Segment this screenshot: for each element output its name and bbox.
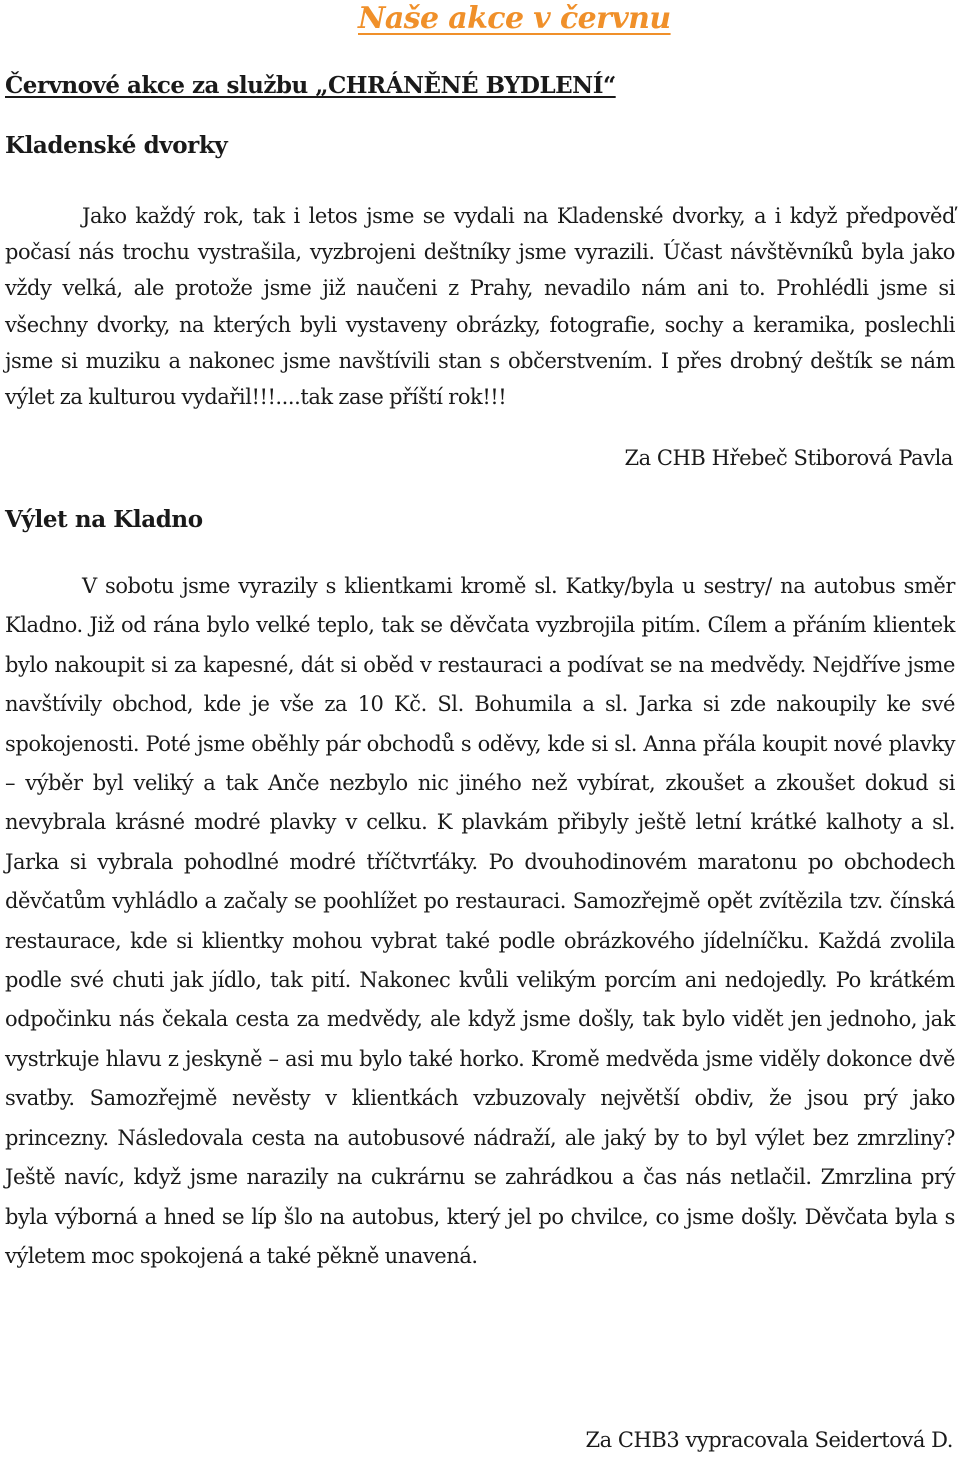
section-heading-kladenske-dvorky: Kladenské dvorky	[5, 132, 228, 159]
article-vylet-na-kladno: V sobotu jsme vyrazily s klientkami kromě sl. Katky/byla u sestry/ na autobus směr Kladno. Již od rána bylo velké teplo, tak se děvčata vyzbrojila pitím. Cílem a přáním klientek bylo nakoupit si za kapesné, dát si oběd v restauraci a podívat se na medvědy. Nejdříve jsme navštívily obchod, kde je vše za 10 Kč. Sl. Bohumila a sl. Jarka si zde nakoupily ke své spokojenosti. Poté jsme oběhly pár obchodů s oděvy, kde si sl. Anna přála koupit nové plavky – výběr byl veliký a tak Anče nezbylo nic jiného než vybírat, zkoušet a zkoušet dokud si nevybrala krásné modré plavky v celku. K plavkám přibyly ještě letní krátké kalhoty a sl. Jarka si vybrala pohodlné modré tříčtvrťáky. Po dvouhodinovém maratonu po obchodech děvčatům vyhládlo a začaly se poohlížet po restauraci. Samozřejmě opět zvítězila tzv. čínská restaurace, kde si klientky mohou vybrat také podle obrázkového jídelníčku. Každá zvolila podle své chuti jak jídlo, tak pití. Nakonec kvůli velikým porcím ani nedojedly. Po krátkém odpočinku nás čekala cesta za medvědy, ale když jsme došly, tak bylo vidět jen jednoho, jak vystrkuje hlavu z jeskyně – asi mu bylo také horko. Kromě medvěda jsme viděly dokonce dvě svatby. Samozřejmě nevěsty v klientkách vzbuzovaly největší obdiv, že jsou prý jako princezny. Následovala cesta na autobusové nádraží, ale jaký by to byl výlet bez zmrzliny? Ještě navíc, když jsme narazily na cukrárnu se zahrádkou a čas nás netlačil. Zmrzlina prý byla výborná a hned se líp šlo na autobus, který jel po chvilce, co jsme došly. Děvčata byla s výletem moc spokojená a také pěkně unavená.	[5, 574, 955, 1268]
document-subtitle: Červnové akce za službu „CHRÁNĚNÉ BYDLENÍ“	[5, 72, 616, 99]
page-title: Naše akce v červnu	[358, 1, 671, 36]
signature-kladenske-dvorky: Za CHB Hřebeč Stiborová Pavla	[624, 446, 953, 470]
signature-vylet-na-kladno: Za CHB3 vypracovala Seidertová D.	[585, 1428, 953, 1452]
article-kladenske-dvorky: Jako každý rok, tak i letos jsme se vydali na Kladenské dvorky, a i když předpověď počasí nás trochu vystrašila, vyzbrojeni deštníky jsme vyrazili. Účast návštěvníků byla jako vždy velká, ale protože jsme již naučeni z Prahy, nevadilo nám ani to. Prohlédli jsme si všechny dvorky, na kterých byli vystaveny obrázky, fotografie, sochy a keramika, poslechli jsme si muziku a nakonec jsme navštívili stan s občerstvením. I přes drobný deštík se nám výlet za kulturou vydařil!!!....tak zase příští rok!!!	[5, 204, 955, 410]
section-heading-vylet-na-kladno: Výlet na Kladno	[5, 506, 203, 533]
